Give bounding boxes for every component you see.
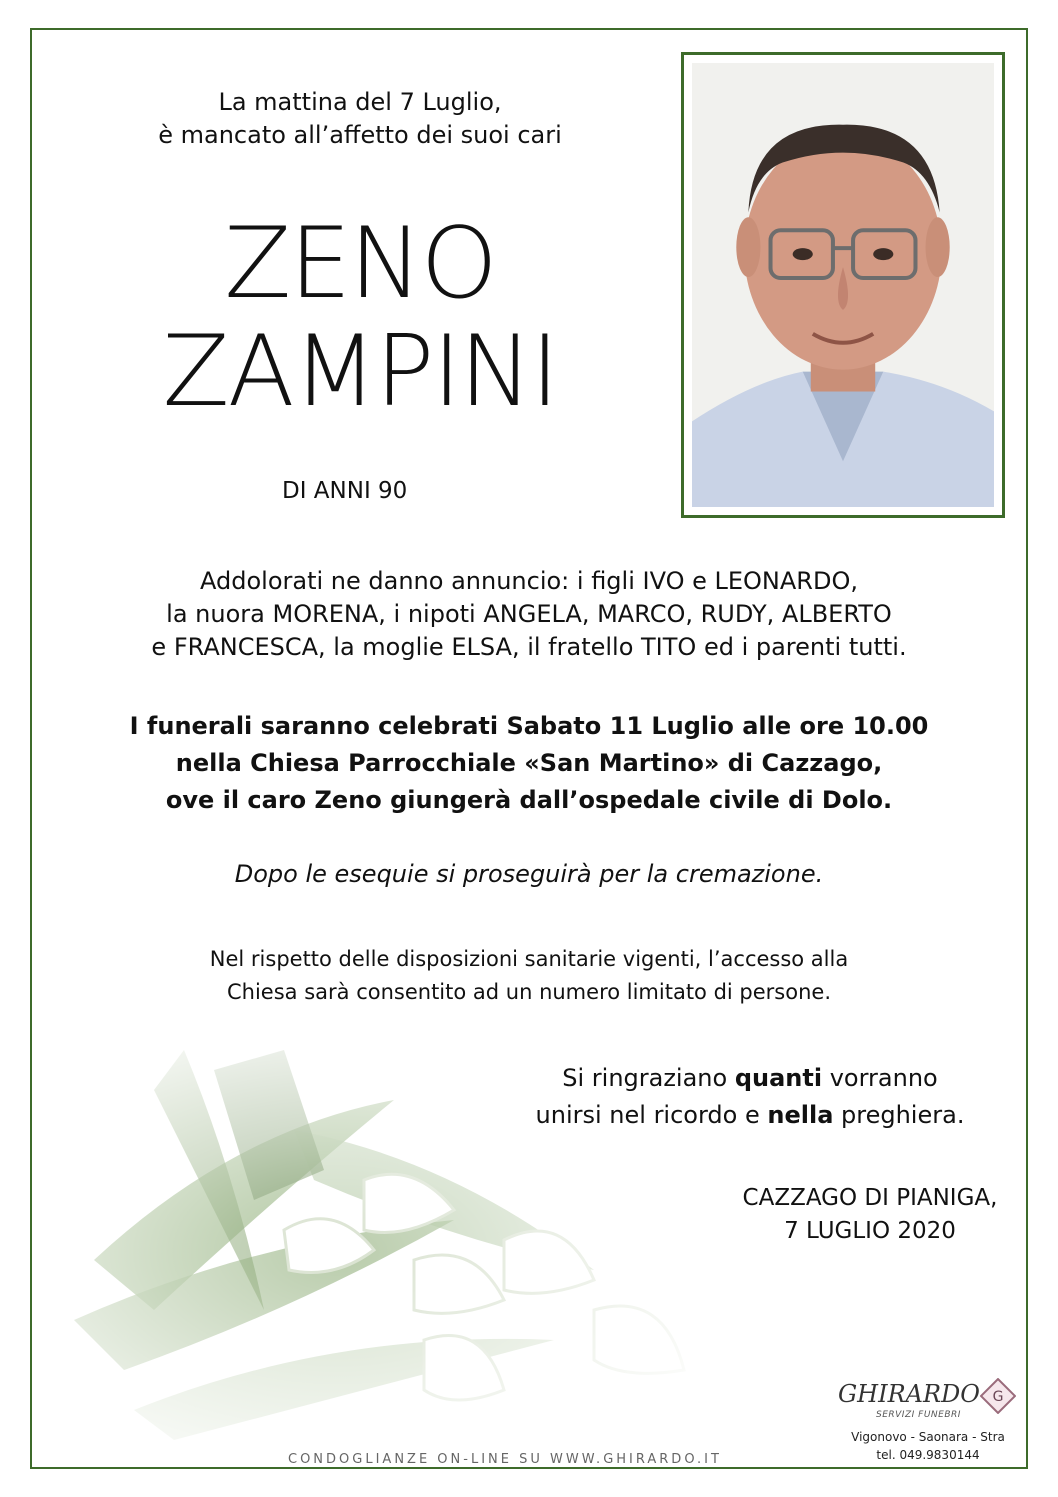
thanks-line-1-part-b: quanti — [734, 1064, 823, 1092]
intro-line-1: La mattina del 7 Luglio, — [218, 88, 502, 116]
svg-text:G: G — [992, 1389, 1004, 1405]
agency-diamond-icon — [980, 1378, 1016, 1414]
thanks-line-2-part-c: preghiera. — [833, 1101, 965, 1129]
portrait-illustration — [692, 63, 994, 507]
thanks-message — [470, 1060, 1030, 1134]
agency-logo — [838, 1376, 1028, 1436]
intro-line-2: è mancato all’affetto dei suoi cari — [158, 121, 562, 149]
agency-locations: Vigonovo - Saonara - Stra — [851, 1430, 1005, 1444]
funeral-details — [60, 708, 998, 819]
thanks-line-2-part-a: unirsi nel ricordo e — [535, 1101, 768, 1129]
intro-text — [110, 86, 610, 152]
announcement-line-3: e FRANCESCA, la moglie ELSA, il fratello TITO ed i parenti tutti. — [151, 633, 907, 661]
thanks-line-2 — [470, 1097, 1030, 1134]
place-line: CAZZAGO DI PIANIGA, — [742, 1185, 998, 1211]
thanks-line-1-part-c: vorranno — [822, 1064, 938, 1092]
agency-subtitle: SERVIZI FUNEBRI — [876, 1410, 961, 1420]
age-label: DI ANNI 90 — [282, 478, 408, 504]
thanks-line-1-part-a: Si ringraziano — [562, 1064, 735, 1092]
agency-phone: tel. 049.9830144 — [876, 1448, 980, 1462]
agency-name: GHIRARDO — [838, 1380, 980, 1408]
online-condolences-footer: CONDOGLIANZE ON-LINE SU WWW.GHIRARDO.IT — [288, 1452, 722, 1467]
portrait-frame — [681, 52, 1005, 518]
portrait-photo — [692, 63, 994, 507]
first-name: ZENO — [224, 207, 496, 321]
funeral-line-1: I funerali saranno celebrati Sabato 11 Luglio alle ore 10.00 — [129, 712, 929, 740]
cremation-note: Dopo le esequie si proseguirà per la cremazione. — [234, 860, 824, 888]
announcement-line-1: Addolorati ne danno annuncio: i figli IVO e LEONARDO, — [200, 567, 858, 595]
agency-contact — [830, 1428, 1026, 1464]
announcement-line-2: la nuora MORENA, i nipoti ANGELA, MARCO, RUDY, ALBERTO — [166, 600, 892, 628]
health-notice-line-2: Chiesa sarà consentito ad un numero limitato di persone. — [227, 980, 831, 1004]
place-and-date — [700, 1182, 1040, 1248]
date-line: 7 LUGLIO 2020 — [784, 1218, 956, 1244]
funeral-line-2: nella Chiesa Parrocchiale «San Martino» di Cazzago, — [175, 749, 883, 777]
announcement-text — [60, 565, 998, 664]
health-notice — [60, 943, 998, 1009]
thanks-line-2-part-b: nella — [767, 1101, 834, 1129]
funeral-line-3: ove il caro Zeno giungerà dall’ospedale civile di Dolo. — [165, 786, 893, 814]
last-name: ZAMPINI — [162, 315, 558, 429]
health-notice-line-1: Nel rispetto delle disposizioni sanitarie vigenti, l’accesso alla — [209, 947, 849, 971]
thanks-line-1 — [470, 1060, 1030, 1097]
